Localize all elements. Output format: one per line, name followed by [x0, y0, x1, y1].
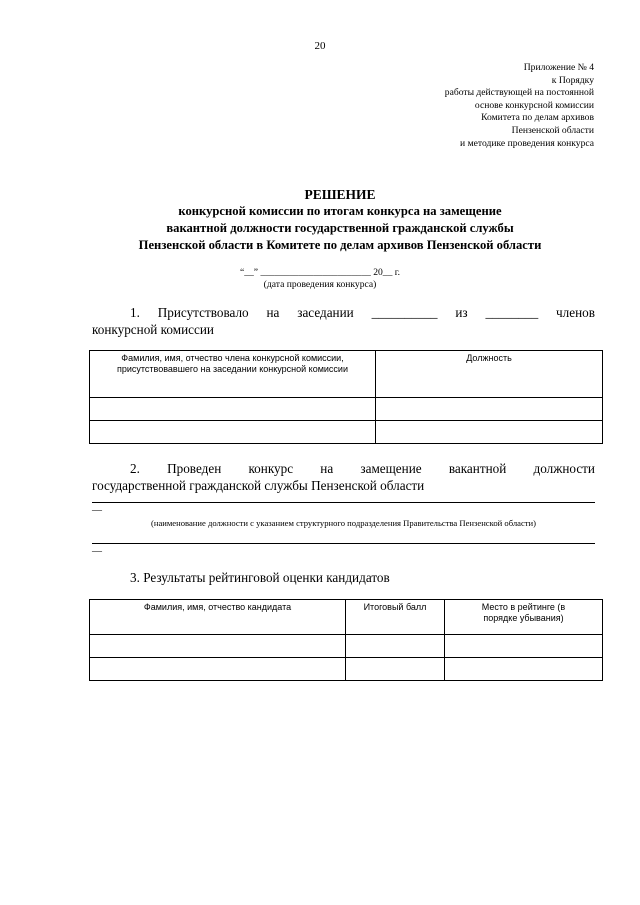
table-cell: [90, 421, 376, 444]
date-block: [0, 267, 640, 291]
table-cell: [346, 635, 445, 658]
appendix-line: Пензенской области: [511, 124, 594, 136]
candidates-header-rank: Место в рейтинге (в порядке убывания): [445, 600, 603, 635]
title-line: вакантной должности государственной гражданской службы: [166, 220, 514, 235]
blank-rule: [92, 502, 595, 503]
dash-mark: __: [92, 542, 102, 553]
members-header-position: Должность: [376, 351, 603, 398]
title-line: Пензенской области в Комитете по делам архивов Пензенской области: [138, 237, 542, 252]
dash-mark: __: [92, 501, 102, 512]
table-row: [90, 421, 603, 444]
members-header-name: Фамилия, имя, отчество члена конкурсной комиссии, присутствовавшего на заседании конкурсной комиссии: [90, 351, 376, 398]
members-table: [89, 350, 603, 444]
table-cell: [90, 658, 346, 681]
table-row: [90, 658, 603, 681]
table-cell: [346, 658, 445, 681]
table-row: [90, 635, 603, 658]
section1-line2: конкурсной комиссии: [92, 322, 214, 337]
section2-line1: 2. Проведен конкурс на замещение вакантной должности: [130, 461, 595, 476]
page-number: 20: [314, 40, 326, 52]
date-field: “__” _______________________ 20__ г.: [239, 267, 401, 278]
table-cell: [376, 398, 603, 421]
appendix-line: и методике проведения конкурса: [460, 137, 594, 149]
appendix-line: Комитета по делам архивов: [481, 112, 594, 124]
section2-line2: государственной гражданской службы Пензенской области: [92, 478, 425, 493]
table-cell: [445, 658, 603, 681]
appendix-line: Приложение № 4: [523, 62, 594, 73]
section1-line1: 1. Присутствовало на заседании __________ из ________ членов: [130, 305, 595, 320]
appendix-note: [374, 62, 594, 150]
position-caption: (наименование должности с указанием структурного подразделения Правительства Пензенской области): [151, 518, 536, 528]
date-caption: (дата проведения конкурса): [263, 279, 377, 290]
table-cell: [376, 421, 603, 444]
appendix-line: основе конкурсной комиссии: [474, 99, 594, 111]
title-line: конкурсной комиссии по итогам конкурса на замещение: [178, 204, 502, 218]
document-title: [40, 186, 640, 253]
appendix-line: работы действующей на постоянной: [444, 87, 594, 99]
section3-heading: 3. Результаты рейтинговой оценки кандидатов: [130, 570, 390, 585]
table-row: [90, 398, 603, 421]
appendix-line: к Порядку: [551, 74, 594, 86]
blank-rule: [92, 543, 595, 544]
title-main: РЕШЕНИЕ: [304, 187, 376, 202]
candidates-header-score: Итоговый балл: [346, 600, 445, 635]
candidates-table: [89, 599, 603, 681]
table-cell: [90, 635, 346, 658]
table-cell: [445, 635, 603, 658]
table-cell: [90, 398, 376, 421]
candidates-header-name: Фамилия, имя, отчество кандидата: [90, 600, 346, 635]
